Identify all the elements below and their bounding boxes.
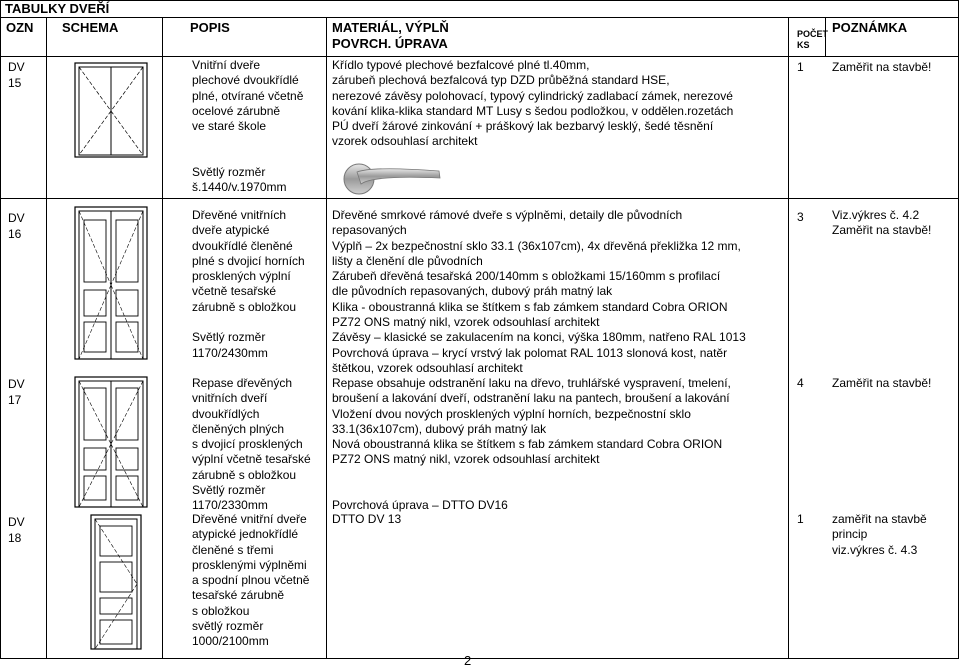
popis-line: prosklených výplní	[192, 269, 291, 284]
row-ozn: DV	[8, 211, 25, 225]
row-pocet: 1	[797, 60, 804, 74]
popis-line: atypické jednokřídlé	[192, 527, 299, 542]
row-popis	[192, 58, 303, 134]
row-pocet: 4	[797, 376, 804, 390]
header-povrch: POVRCH. ÚPRAVA	[332, 36, 448, 51]
popis-line: a spodní plnou včetně	[192, 573, 310, 588]
material-line: broušení a lakování dveří, odstranění laku na pantech, broušení a lakování	[332, 391, 730, 406]
material-line	[332, 468, 731, 483]
poznamka-line: viz.výkres č. 4.3	[832, 542, 918, 557]
popis-line: členěné s třemi	[192, 542, 274, 557]
row-pocet: 3	[797, 210, 804, 224]
size-label: Světlý rozměr	[192, 165, 266, 179]
poznamka-line: Zaměřit na stavbě!	[832, 223, 932, 238]
material-line: vzorek odsouhlasí architekt	[332, 134, 478, 149]
row-popis	[192, 512, 309, 650]
popis-line: Dřevěné vnitřní dveře	[192, 512, 307, 526]
popis-line: dvoukřídlých	[192, 406, 260, 421]
rule	[46, 17, 47, 659]
material-line: 33.1(36x107cm), dubový práh matný lak	[332, 421, 547, 436]
popis-line: s dvojicí prosklených	[192, 437, 303, 452]
material-line: Dřevěné smrkové rámové dveře s výplněmi, detaily dle původních	[332, 208, 683, 222]
popis-line: s obložkou	[192, 603, 250, 618]
row-popis	[192, 376, 311, 514]
row-popis	[192, 208, 305, 361]
popis-line: 1170/2330mm	[192, 498, 268, 513]
material-line: Povrchová úprava – DTTO DV16	[332, 498, 508, 513]
header-poznamka: POZNÁMKA	[832, 20, 908, 35]
material-line	[332, 483, 731, 498]
material-line: Povrchová úprava – krycí vrstvý lak polomat RAL 1013 slonová kost, natěr	[332, 345, 728, 360]
material-line: lišty a členění dle původních	[332, 253, 483, 268]
popis-line: členěných plných	[192, 421, 285, 436]
row-poznamka: Zaměřit na stavbě!	[832, 60, 932, 74]
material-line: Výplň – 2x bezpečnostní sklo 33.1 (36x107cm), 4x dřevěná překližka 12 mm,	[332, 238, 741, 253]
material-line: repasovaných	[332, 223, 407, 238]
popis-line: ve staré škole	[192, 119, 267, 134]
rule	[162, 17, 163, 659]
material-line: Repase obsahuje odstranění laku na dřevo, truhlářské vyspravení, tmelení,	[332, 376, 731, 390]
header-pocet: POČET	[797, 29, 829, 39]
rule	[0, 0, 1, 659]
popis-line: světlý rozměr	[192, 619, 264, 634]
header-popis: POPIS	[190, 20, 230, 35]
row-ozn-number: 18	[8, 531, 22, 545]
door-schema-dv15	[74, 62, 148, 158]
popis-line: plné s dvojicí horních	[192, 253, 305, 268]
row-ozn-number: 15	[8, 76, 22, 90]
row-ozn: DV	[8, 515, 25, 529]
material-line: PZ72 ONS matný nikl, vzorek odsouhlasí architekt	[332, 315, 600, 330]
popis-line: vnitřních dveří	[192, 391, 268, 406]
poznamka-line: princip	[832, 527, 868, 542]
row-poznamka	[832, 512, 927, 558]
popis-line: zárubně s obložkou	[192, 299, 297, 314]
material-line: Vložení dvou nových prosklených výplní horních, bezpečnostní sklo	[332, 406, 691, 421]
rule	[0, 17, 959, 18]
poznamka-line: Viz.výkres č. 4.2	[832, 208, 920, 222]
material-line: štětkou, vzorek odsouhlasí architekt	[332, 360, 523, 375]
popis-line: včetně tesařské	[192, 284, 277, 299]
material-line: zárubeň plechová bezfalcová typ DZD průběžná standard HSE,	[332, 73, 670, 88]
popis-line: prosklenými výplněmi	[192, 557, 307, 572]
table-title: TABULKY DVEŘÍ	[5, 1, 110, 16]
rule	[0, 0, 959, 1]
material-line: Závěsy – klasické se zakulacením na konci, výška 180mm, natřeno RAL 1013	[332, 330, 746, 345]
row-pocet: 1	[797, 512, 804, 526]
door-handle-icon	[343, 162, 443, 196]
row-material	[332, 376, 731, 514]
popis-line: Vnitřní dveře	[192, 58, 261, 72]
material-line: Nová oboustranná klika se štítkem s fab zámkem standard Cobra ORION	[332, 437, 723, 452]
popis-line: Dřevěné vnitřních	[192, 208, 287, 222]
material-line: kování klika-klika standard MT Lusy s šedou podložkou, v oddělen.rozetách	[332, 103, 734, 118]
rule	[0, 56, 959, 57]
page-number: 2	[464, 653, 472, 668]
popis-line	[192, 315, 305, 330]
rule	[326, 17, 327, 659]
row-material	[332, 208, 746, 376]
material-line: nerezové závěsy polohovací, typový cylindrický zadlabací zámek, nerezové	[332, 88, 733, 103]
popis-line: plné, otvírané včetně	[192, 88, 304, 103]
row-poznamka	[832, 208, 931, 239]
header-schema: SCHEMA	[62, 20, 119, 35]
popis-line: ocelové zárubně	[192, 103, 281, 118]
size-value: š.1440/v.1970mm	[192, 180, 287, 194]
row-ozn-number: 17	[8, 393, 22, 407]
popis-line: Světlý rozměr	[192, 330, 266, 345]
material-line: Klika - oboustranná klika se štítkem s fab zámkem standard Cobra ORION	[332, 299, 728, 314]
poznamka-line: zaměřit na stavbě	[832, 512, 927, 526]
material-line: dle původních repasovaných, dubový práh matný lak	[332, 284, 613, 299]
popis-line: dveře atypické	[192, 223, 270, 238]
row-poznamka: Zaměřit na stavbě!	[832, 376, 932, 390]
popis-line: Repase dřevěných	[192, 376, 293, 390]
material-line: Zárubeň dřevěná tesařská 200/140mm s obložkami 15/160mm s profilací	[332, 269, 721, 284]
row-material	[332, 58, 733, 150]
rule	[0, 658, 959, 659]
row-ozn-number: 16	[8, 227, 22, 241]
material-line: PÚ dveří žárové zinkování + práškový lak bezbarvý lesklý, šedé těsnění	[332, 119, 714, 134]
popis-line: Světlý rozměr	[192, 483, 266, 498]
rule	[0, 198, 959, 199]
row-ozn: DV	[8, 377, 25, 391]
popis-line: zárubně s obložkou	[192, 467, 297, 482]
header-material: MATERIÁL, VÝPLŇ	[332, 20, 449, 35]
popis-line: tesařské zárubně	[192, 588, 285, 603]
row-ozn: DV	[8, 60, 25, 74]
popis-line: výplní včetně tesařské	[192, 452, 311, 467]
row-material: DTTO DV 13	[332, 512, 402, 526]
header-ozn: OZN	[6, 20, 34, 35]
popis-line: 1170/2430mm	[192, 345, 268, 360]
popis-line: 1000/2100mm	[192, 634, 269, 649]
door-schema-dv18	[90, 514, 142, 650]
material-line: Křídlo typové plechové bezfalcové plné tl.40mm,	[332, 58, 590, 72]
material-line: PZ72 ONS matný nikl, vzorek odsouhlasí architekt	[332, 452, 600, 467]
popis-line: plechové dvoukřídlé	[192, 73, 299, 88]
door-schema-dv17	[74, 376, 148, 508]
popis-line: dvoukřídlé členěné	[192, 238, 293, 253]
header-ks: KS	[797, 40, 810, 50]
rule	[788, 17, 789, 659]
door-schema-dv16	[74, 206, 148, 360]
